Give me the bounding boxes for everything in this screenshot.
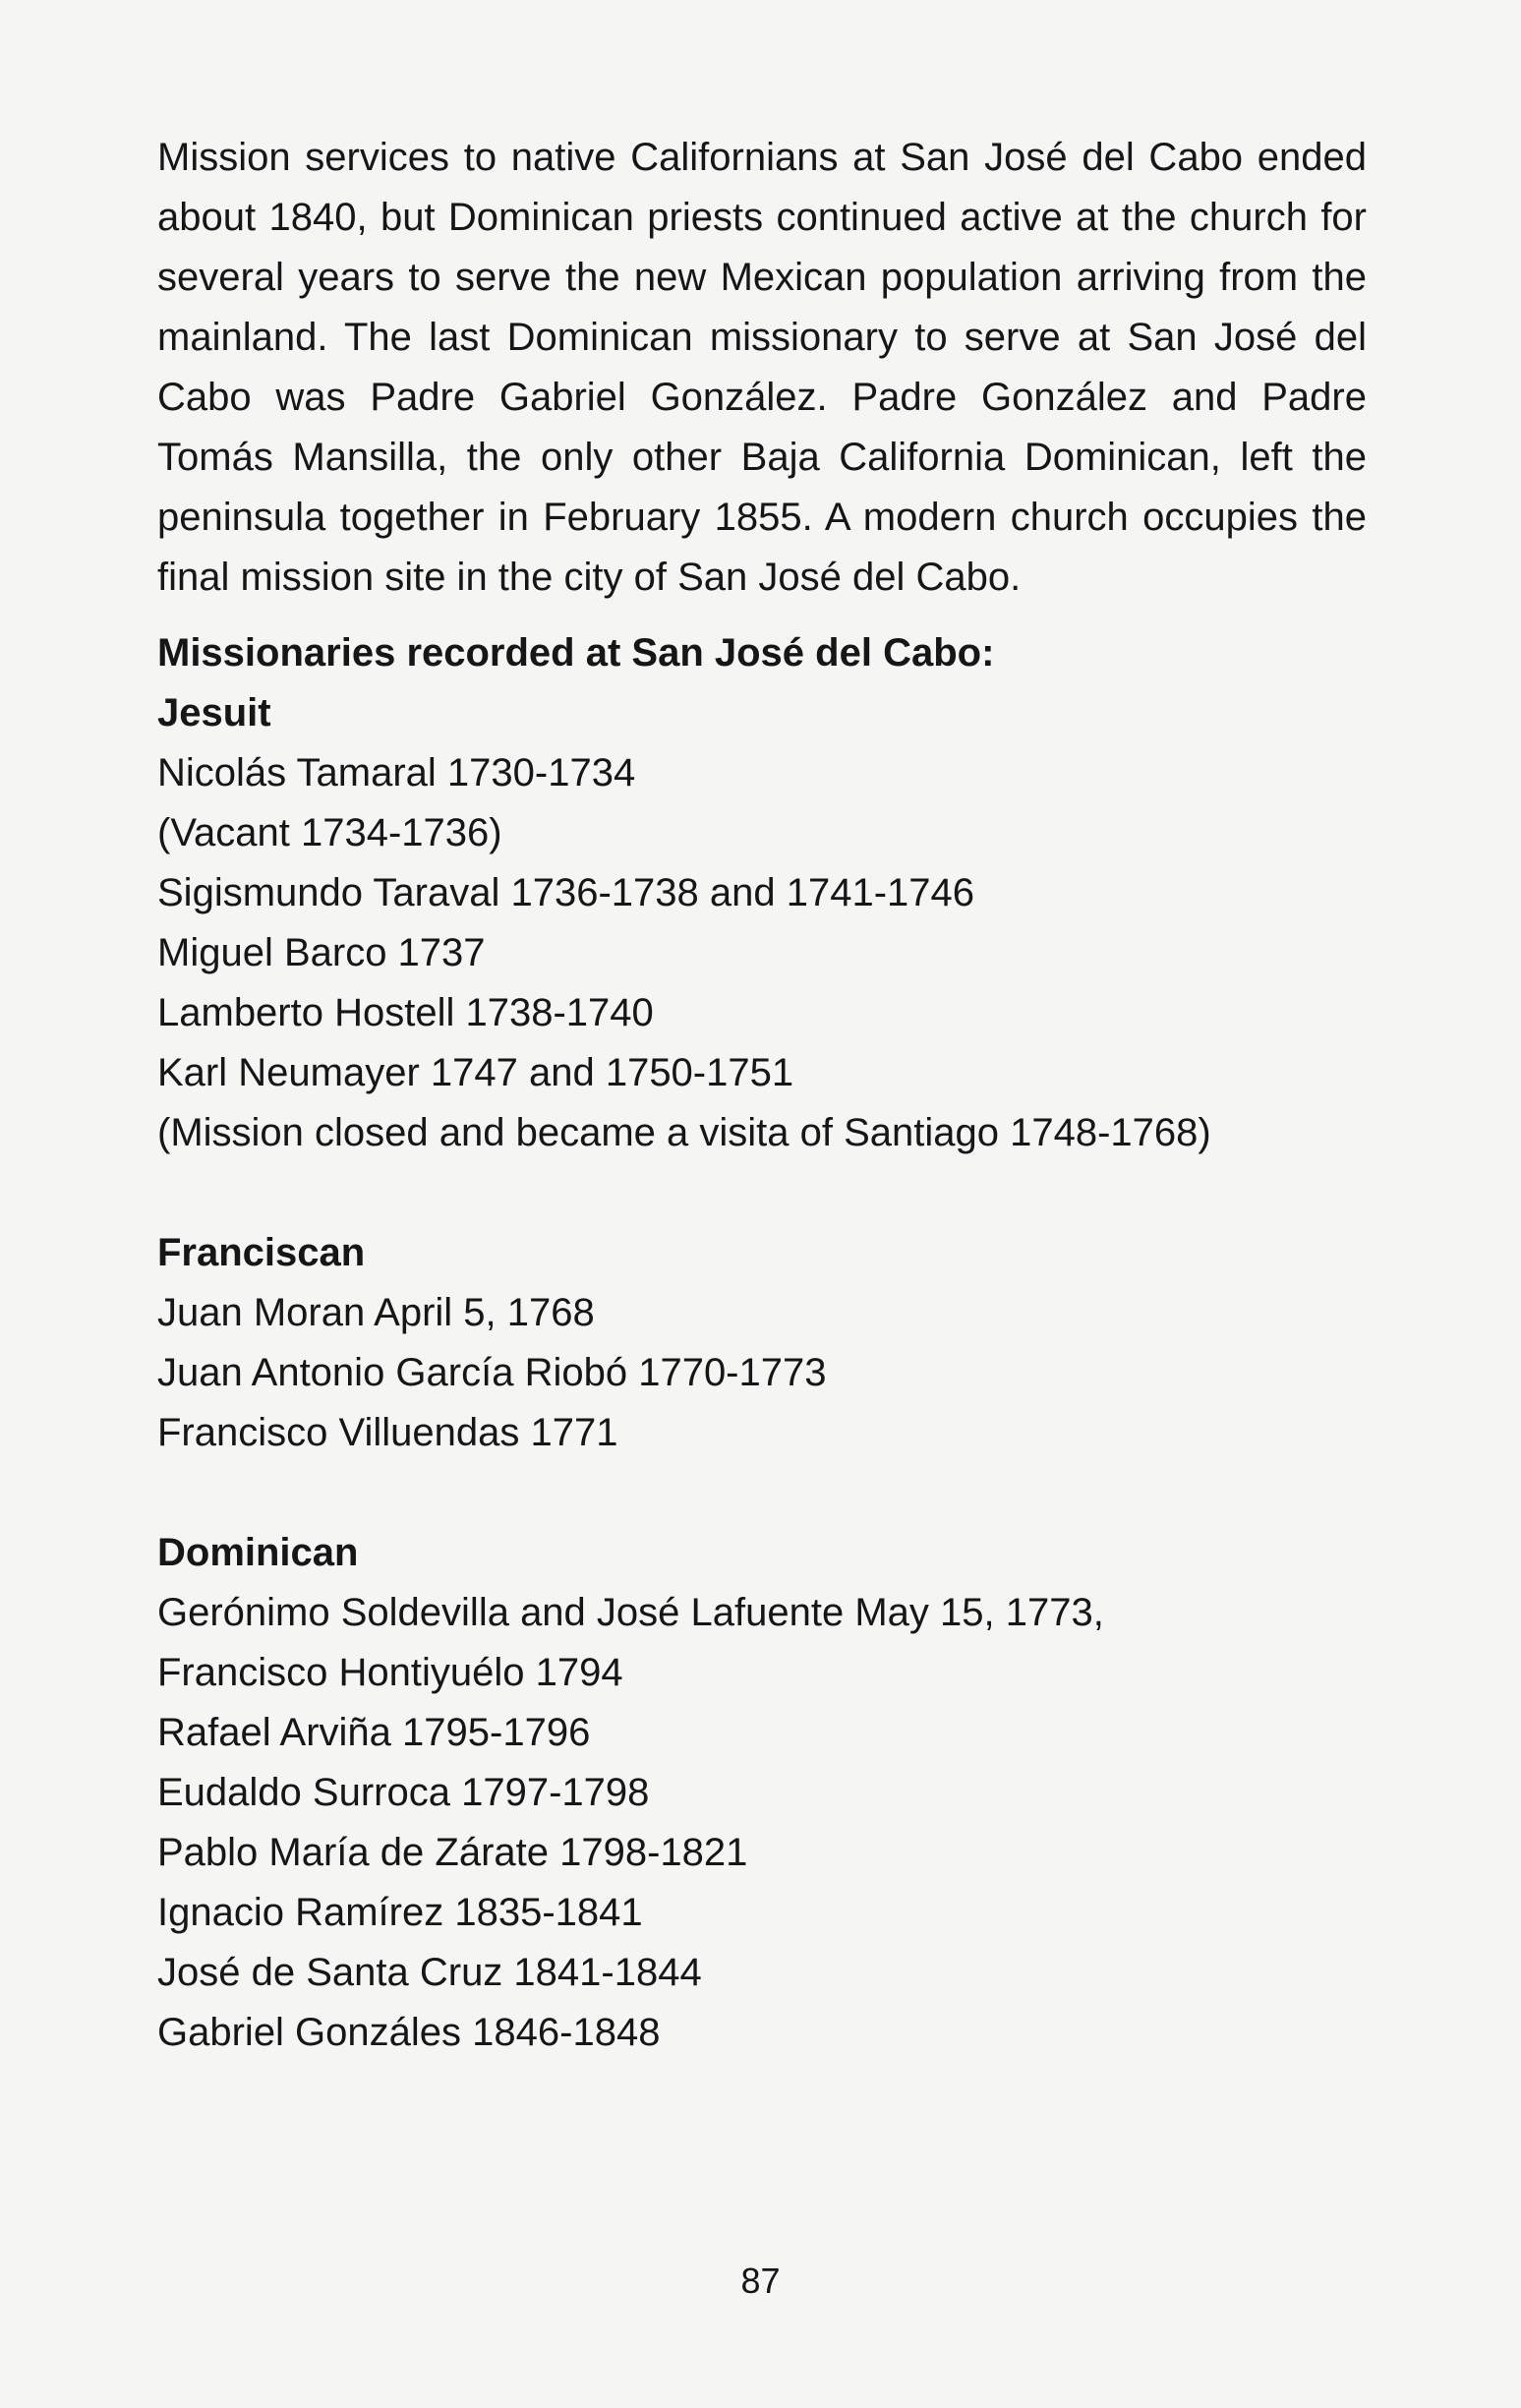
dominican-entry: Gerónimo Soldevilla and José Lafuente May 15, 1773, <box>157 1591 1104 1634</box>
dominican-entry: José de Santa Cruz 1841-1844 <box>157 1951 702 1994</box>
dominican-section <box>157 1523 1367 2063</box>
jesuit-entry: Lamberto Hostell 1738-1740 <box>157 991 654 1034</box>
franciscan-entry: Juan Moran April 5, 1768 <box>157 1291 595 1334</box>
jesuit-entry: Miguel Barco 1737 <box>157 931 486 974</box>
dominican-entry: Ignacio Ramírez 1835-1841 <box>157 1891 643 1934</box>
dominican-entry: Francisco Hontiyuélo 1794 <box>157 1651 623 1694</box>
jesuit-entry: Nicolás Tamaral 1730-1734 <box>157 751 636 794</box>
dominican-heading: Dominican <box>157 1531 359 1574</box>
jesuit-entry: Karl Neumayer 1747 and 1750-1751 <box>157 1051 794 1094</box>
jesuit-heading: Jesuit <box>157 691 271 734</box>
text-column <box>157 128 1367 2063</box>
jesuit-section <box>157 683 1367 1163</box>
page-number: 87 <box>740 2261 781 2301</box>
franciscan-heading: Franciscan <box>157 1231 366 1274</box>
dominican-entry: Rafael Arviña 1795-1796 <box>157 1711 591 1754</box>
dominican-entry: Gabriel Gonzáles 1846-1848 <box>157 2011 661 2054</box>
dominican-entry: Pablo María de Zárate 1798-1821 <box>157 1831 748 1874</box>
records-heading: Missionaries recorded at San José del Cabo: <box>157 631 995 675</box>
jesuit-entry: Sigismundo Taraval 1736-1738 and 1741-1746 <box>157 871 974 914</box>
jesuit-entry: (Mission closed and became a visita of Santiago 1748-1768) <box>157 1111 1211 1154</box>
franciscan-entry: Francisco Villuendas 1771 <box>157 1411 618 1454</box>
intro-paragraph: Mission services to native Californians at San José del Cabo ended about 1840, but Dominican priests continued active at the church for several years to serve the new Mexican population arriving from the mainland. The last Dominican missionary to serve at San José del Cabo was Padre Gabriel González. Padre González and Padre Tomás Mansilla, the only other Baja California Dominican, left the peninsula together in February 1855. A modern church occupies the final mission site in the city of San José del Cabo. <box>157 136 1367 599</box>
franciscan-section <box>157 1223 1367 1463</box>
franciscan-entry: Juan Antonio García Riobó 1770-1773 <box>157 1351 827 1394</box>
section-spacer <box>157 1463 1367 1523</box>
dominican-entry: Eudaldo Surroca 1797-1798 <box>157 1771 650 1814</box>
section-spacer <box>157 1163 1367 1223</box>
jesuit-entry: (Vacant 1734-1736) <box>157 811 502 854</box>
